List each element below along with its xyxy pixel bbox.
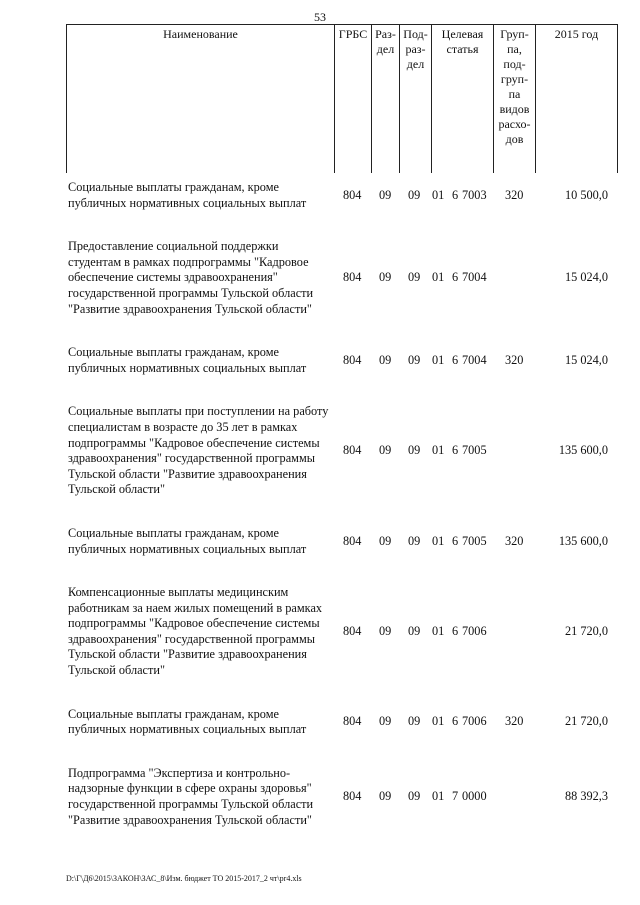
row-amount: 15 024,0 <box>564 270 608 285</box>
row-name: Подпрограмма "Экспертиза и контрольно-надзорные функции в сфере охраны здоровья" государственной программы Тульской области "Развитие здравоохранения Тульской области" <box>68 765 314 827</box>
row-target-code: 7006 <box>462 624 487 639</box>
row-target-code: 7005 <box>462 443 487 458</box>
row-razdel: 09 <box>379 187 392 202</box>
row-amount: 135 600,0 <box>558 533 608 548</box>
row-target-program: 01 <box>432 187 445 202</box>
row-podrazdel: 09 <box>408 270 421 285</box>
row-target-subprogram: 6 <box>452 714 459 729</box>
row-target-code: 7006 <box>462 714 487 729</box>
row-razdel: 09 <box>379 714 392 729</box>
row-podrazdel: 09 <box>408 443 421 458</box>
row-razdel: 09 <box>379 270 392 285</box>
row-target-program: 01 <box>432 714 445 729</box>
row-amount: 21 720,0 <box>564 624 608 639</box>
row-grbs: 804 <box>343 443 362 458</box>
row-grbs: 804 <box>343 714 362 729</box>
row-podrazdel: 09 <box>408 533 421 548</box>
row-amount: 21 720,0 <box>564 714 608 729</box>
table-row <box>68 766 618 828</box>
row-podrazdel: 09 <box>408 789 421 804</box>
row-target-program: 01 <box>432 270 445 285</box>
row-expense-type: 320 <box>505 187 524 202</box>
header-name: Наименование <box>67 25 335 174</box>
row-grbs: 804 <box>343 270 362 285</box>
table-row <box>68 526 618 557</box>
row-name: Предоставление социальной поддержки студентам в рамках подпрограммы "Кадровое обеспечение системы здравоохранения" государственной программы Тульской области "Развитие здравоохранения Тульской области" <box>68 239 314 316</box>
row-grbs: 804 <box>343 187 362 202</box>
table-row <box>68 345 618 376</box>
row-grbs: 804 <box>343 789 362 804</box>
row-target-subprogram: 6 <box>452 624 459 639</box>
row-target-code: 7003 <box>462 187 487 202</box>
row-target-program: 01 <box>432 533 445 548</box>
row-name: Социальные выплаты гражданам, кроме публичных нормативных социальных выплат <box>68 345 307 375</box>
row-name: Социальные выплаты при поступлении на работу специалистам в возрасте до 35 лет в рамках подпрограммы "Кадровое обеспечение системы здравоохранения" государственной программы Тульской области "Развитие здравоохранения Тульской области" <box>68 404 329 497</box>
row-target-code: 7004 <box>462 270 487 285</box>
table-row <box>68 239 618 317</box>
row-grbs: 804 <box>343 352 362 367</box>
row-razdel: 09 <box>379 352 392 367</box>
row-target-subprogram: 6 <box>452 187 459 202</box>
row-expense-type: 320 <box>505 352 524 367</box>
row-expense-type: 320 <box>505 533 524 548</box>
row-amount: 15 024,0 <box>564 352 608 367</box>
header-razdel: Раз- дел <box>372 25 400 174</box>
row-target-subprogram: 6 <box>452 443 459 458</box>
row-target-subprogram: 6 <box>452 352 459 367</box>
row-target-code: 0000 <box>462 789 487 804</box>
row-target-subprogram: 7 <box>452 789 459 804</box>
row-razdel: 09 <box>379 789 392 804</box>
file-path-footer: D:\Г\Д6\2015\ЗАКОН\ЗАС_8\Изм. бюджет ТО 2015-2017_2 чт\pr4.xls <box>66 874 302 883</box>
row-target-program: 01 <box>432 624 445 639</box>
header-group: Груп- па, под- груп- па видов расхо- дов <box>494 25 536 174</box>
row-target-program: 01 <box>432 352 445 367</box>
row-target-subprogram: 6 <box>452 533 459 548</box>
row-podrazdel: 09 <box>408 624 421 639</box>
table-body <box>68 180 618 856</box>
row-target-subprogram: 6 <box>452 270 459 285</box>
row-grbs: 804 <box>343 624 362 639</box>
row-razdel: 09 <box>379 624 392 639</box>
page-number: 53 <box>314 10 326 24</box>
header-podrazdel: Под- раз- дел <box>400 25 432 174</box>
table-header <box>66 24 618 173</box>
row-target-code: 7005 <box>462 533 487 548</box>
table-row <box>68 585 618 679</box>
row-amount: 88 392,3 <box>564 789 608 804</box>
row-expense-type: 320 <box>505 714 524 729</box>
table-row <box>68 707 618 738</box>
row-razdel: 09 <box>379 443 392 458</box>
table-row <box>68 404 618 498</box>
row-name: Социальные выплаты гражданам, кроме публичных нормативных социальных выплат <box>68 525 307 556</box>
row-razdel: 09 <box>379 533 392 548</box>
header-grbs: ГРБС <box>335 25 372 174</box>
row-name: Социальные выплаты гражданам, кроме публичных нормативных социальных выплат <box>68 180 307 210</box>
row-podrazdel: 09 <box>408 352 421 367</box>
row-name: Социальные выплаты гражданам, кроме публичных нормативных социальных выплат <box>68 706 307 737</box>
row-amount: 10 500,0 <box>564 187 608 202</box>
row-target-program: 01 <box>432 443 445 458</box>
row-podrazdel: 09 <box>408 187 421 202</box>
row-podrazdel: 09 <box>408 714 421 729</box>
row-name: Компенсационные выплаты медицинским работникам за наем жилых помещений в рамках подпрограммы "Кадровое обеспечение системы здравоохранения" государственной программы Тульской области "Развитие здравоохранения Тульской области" <box>68 585 323 678</box>
row-grbs: 804 <box>343 533 362 548</box>
table-row <box>68 180 618 211</box>
row-target-program: 01 <box>432 789 445 804</box>
row-amount: 135 600,0 <box>558 443 608 458</box>
row-target-code: 7004 <box>462 352 487 367</box>
header-target: Целевая статья <box>432 25 494 174</box>
header-year: 2015 год <box>536 25 618 174</box>
